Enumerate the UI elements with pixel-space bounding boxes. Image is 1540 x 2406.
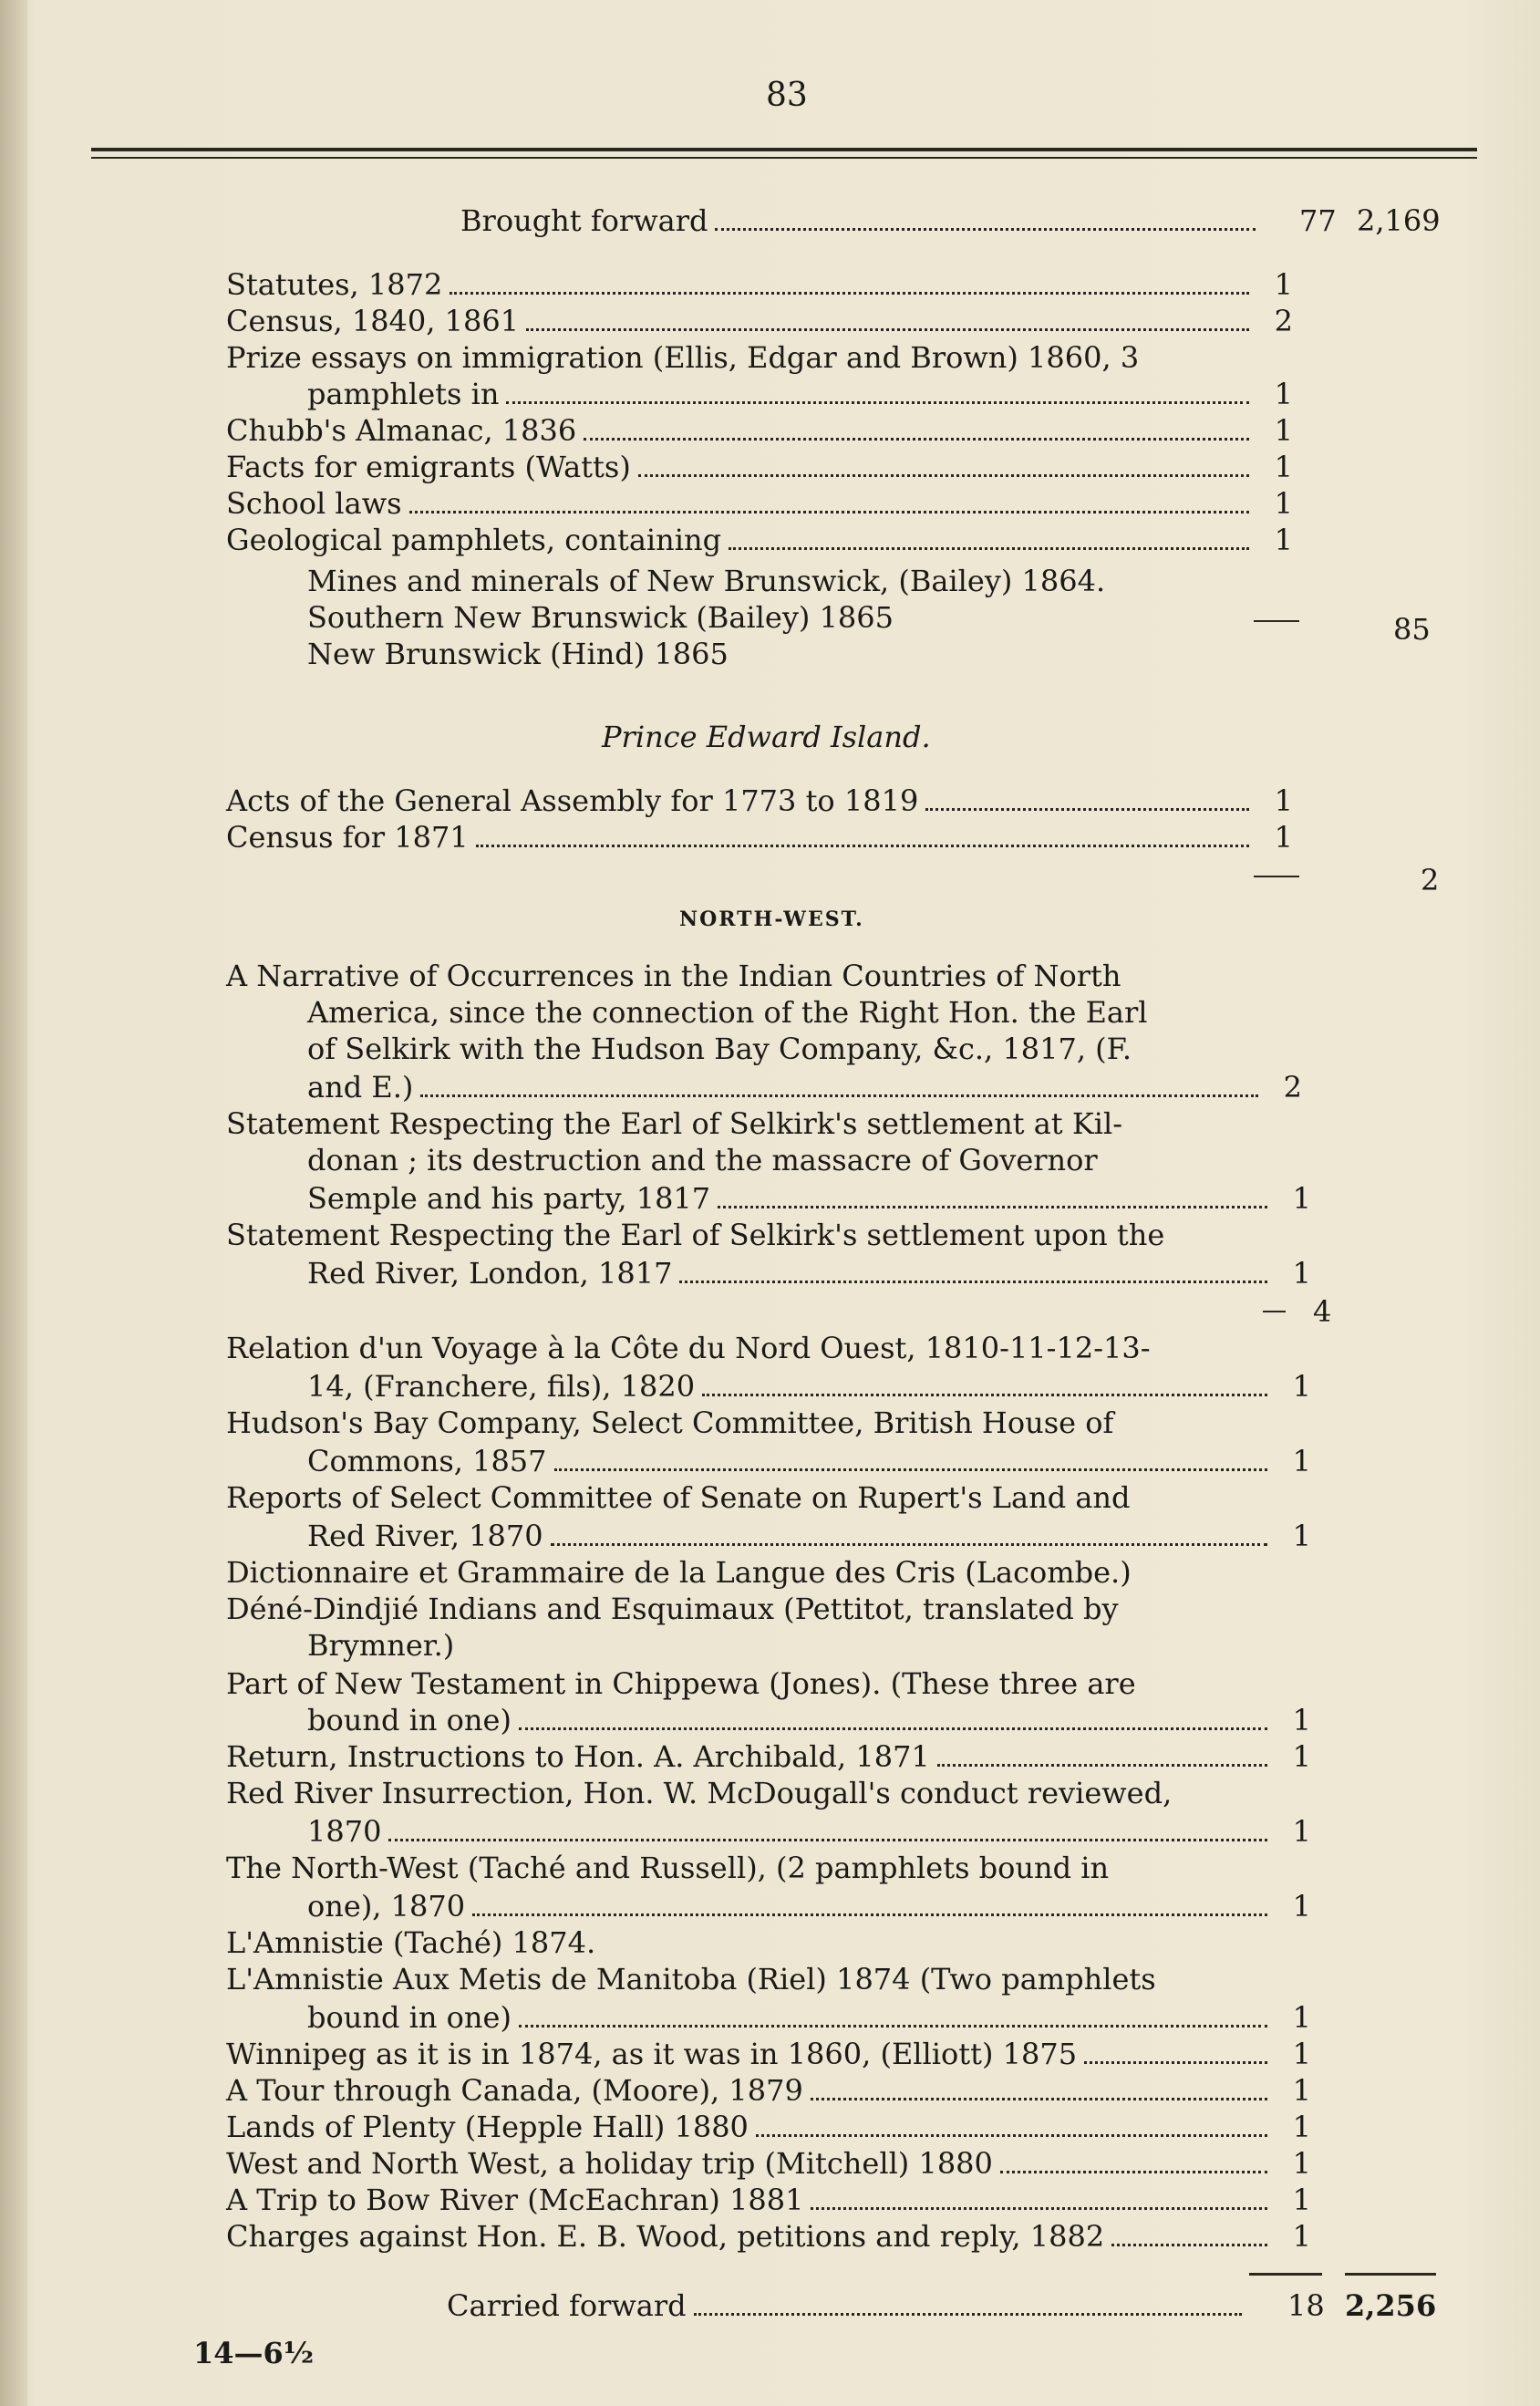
- list-item: one), 1870 1: [307, 1889, 1311, 1924]
- list-item: Hudson's Bay Company, Select Committee, British House of: [226, 1405, 1114, 1440]
- list-item: Census, 1840, 1861 2: [226, 304, 1293, 338]
- list-item: Prize essays on immigration (Ellis, Edgar and Brown) 1860, 3: [226, 340, 1140, 375]
- header-rule: [91, 148, 1477, 151]
- total-bar: [1249, 2273, 1322, 2276]
- subtotal-dash: [1254, 620, 1299, 622]
- list-item: Acts of the General Assembly for 1773 to 1819 1: [226, 783, 1293, 818]
- carried-forward-row: [447, 2287, 1249, 2324]
- list-item: bound in one) 1: [307, 2000, 1311, 2035]
- carried-forward-col2: 2,256: [1345, 2288, 1437, 2323]
- list-item: pamphlets in 1: [307, 377, 1293, 411]
- leader-dots: [715, 228, 1256, 231]
- total-bar: [1345, 2273, 1436, 2276]
- list-item: Geological pamphlets, containing 1: [226, 523, 1293, 557]
- header-rule-thin: [91, 157, 1477, 159]
- list-item: Statement Respecting the Earl of Selkirk's settlement upon the: [226, 1218, 1165, 1252]
- list-item: Statement Respecting the Earl of Selkirk's settlement at Kil-: [226, 1106, 1122, 1141]
- subtotal-dash: [1263, 1311, 1286, 1312]
- list-item: and E.) 2: [307, 1070, 1302, 1104]
- list-item: West and North West, a holiday trip (Mitchell) 1880 1: [226, 2146, 1311, 2181]
- subtotal-dash: [1254, 876, 1299, 877]
- brought-forward-label: Brought forward: [460, 203, 708, 238]
- list-item: of Selkirk with the Hudson Bay Company, &c., 1817, (F.: [307, 1032, 1132, 1066]
- list-item: Winnipeg as it is in 1874, as it was in 1860, (Elliott) 1875 1: [226, 2037, 1311, 2071]
- list-item: Déné-Dindjié Indians and Esquimaux (Pettitot, translated by: [226, 1592, 1119, 1626]
- page-number: 83: [766, 77, 808, 114]
- list-item: Statutes, 1872 1: [226, 267, 1293, 302]
- list-item: New Brunswick (Hind) 1865: [307, 637, 729, 671]
- section-heading: Prince Edward Island.: [602, 720, 931, 754]
- list-item: A Narrative of Occurrences in the Indian Countries of North: [226, 959, 1121, 993]
- list-item: bound in one) 1: [307, 1703, 1311, 1737]
- leader-dots: [694, 2313, 1242, 2316]
- brought-forward-row: [460, 202, 1263, 239]
- list-item: America, since the connection of the Right Hon. the Earl: [307, 995, 1148, 1030]
- list-item: The North-West (Taché and Russell), (2 pamphlets bound in: [226, 1851, 1110, 1885]
- list-item: donan ; its destruction and the massacre of Governor: [307, 1143, 1098, 1177]
- list-item: Lands of Plenty (Hepple Hall) 1880 1: [226, 2110, 1311, 2144]
- list-item: A Trip to Bow River (McEachran) 1881 1: [226, 2183, 1311, 2217]
- subtotal-value: 4: [1313, 1294, 1332, 1329]
- binding-edge: [0, 0, 27, 2406]
- brought-forward-col2: 2,169: [1357, 203, 1441, 238]
- section-heading: NORTH-WEST.: [679, 907, 864, 931]
- list-item: Chubb's Almanac, 1836 1: [226, 413, 1293, 448]
- list-item: Part of New Testament in Chippewa (Jones). (These three are: [226, 1666, 1136, 1701]
- list-item: Red River, London, 1817 1: [307, 1256, 1311, 1291]
- brought-forward-col1: 77: [1299, 203, 1337, 238]
- list-item: Red River, 1870 1: [307, 1519, 1311, 1553]
- list-item: School laws 1: [226, 486, 1293, 521]
- list-item: Commons, 1857 1: [307, 1444, 1311, 1478]
- subtotal-value: 2: [1421, 863, 1440, 897]
- list-item: Relation d'un Voyage à la Côte du Nord Ouest, 1810-11-12-13-: [226, 1331, 1151, 1365]
- list-item: Red River Insurrection, Hon. W. McDougall's conduct reviewed,: [226, 1776, 1173, 1810]
- list-item: Charges against Hon. E. B. Wood, petitions and reply, 1882 1: [226, 2219, 1311, 2254]
- list-item: Southern New Brunswick (Bailey) 1865: [307, 600, 894, 635]
- carried-forward-label: Carried forward: [447, 2288, 687, 2323]
- list-item: Dictionnaire et Grammaire de la Langue des Cris (Lacombe.): [226, 1555, 1132, 1590]
- list-item: Return, Instructions to Hon. A. Archibald, 1871 1: [226, 1739, 1311, 1774]
- list-item: Mines and minerals of New Brunswick, (Bailey) 1864.: [307, 564, 1106, 598]
- signature-mark: 14—6½: [193, 2336, 315, 2370]
- list-item: Facts for emigrants (Watts) 1: [226, 450, 1293, 484]
- list-item: A Tour through Canada, (Moore), 1879 1: [226, 2073, 1311, 2108]
- list-item: L'Amnistie Aux Metis de Manitoba (Riel) 1874 (Two pamphlets: [226, 1962, 1156, 1996]
- list-item: 1870 1: [307, 1814, 1311, 1849]
- list-item: Brymner.): [307, 1628, 455, 1663]
- list-item: Census for 1871 1: [226, 820, 1293, 855]
- list-item: L'Amnistie (Taché) 1874.: [226, 1925, 596, 1960]
- list-item: Semple and his party, 1817 1: [307, 1181, 1311, 1216]
- list-item: Reports of Select Committee of Senate on Rupert's Land and: [226, 1480, 1131, 1515]
- subtotal-value: 85: [1393, 612, 1431, 647]
- list-item: 14, (Franchere, fils), 1820 1: [307, 1369, 1311, 1404]
- carried-forward-col1: 18: [1287, 2288, 1325, 2323]
